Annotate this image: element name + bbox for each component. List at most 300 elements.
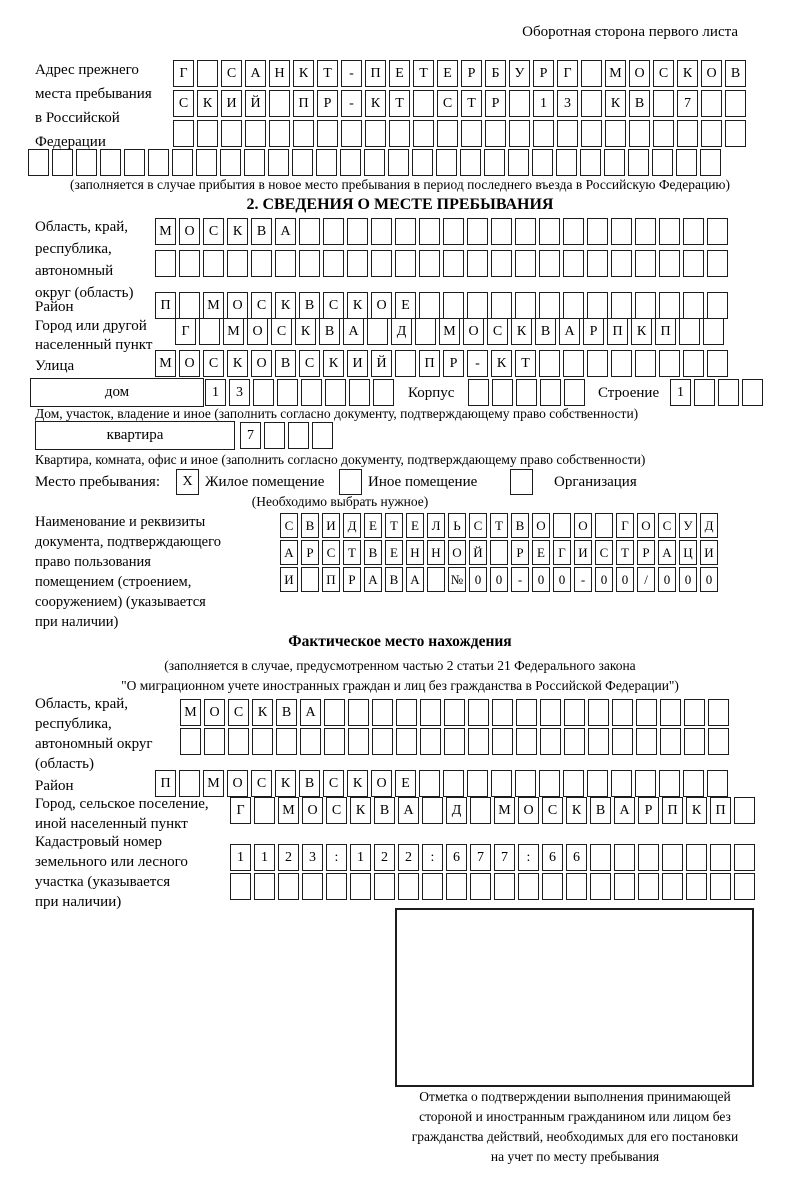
char-box[interactable]: В	[725, 60, 746, 87]
char-box[interactable]	[679, 318, 700, 345]
char-box[interactable]	[326, 873, 347, 900]
char-box[interactable]	[611, 350, 632, 377]
char-box[interactable]	[468, 728, 489, 755]
char-box[interactable]: А	[398, 797, 419, 824]
char-box[interactable]: В	[301, 513, 319, 538]
char-box[interactable]: Р	[461, 60, 482, 87]
char-box[interactable]: Г	[616, 513, 634, 538]
char-box[interactable]	[179, 770, 200, 797]
char-box[interactable]	[245, 120, 266, 147]
char-box[interactable]	[389, 120, 410, 147]
char-box[interactable]	[553, 513, 571, 538]
char-box[interactable]	[100, 149, 121, 176]
char-box[interactable]: О	[637, 513, 655, 538]
char-box[interactable]: О	[371, 292, 392, 319]
char-box[interactable]	[443, 250, 464, 277]
char-box[interactable]: :	[326, 844, 347, 871]
char-box[interactable]: М	[439, 318, 460, 345]
char-box[interactable]	[587, 218, 608, 245]
char-box[interactable]	[467, 250, 488, 277]
char-box[interactable]: Б	[485, 60, 506, 87]
char-box[interactable]: 3	[557, 90, 578, 117]
char-box[interactable]: 6	[446, 844, 467, 871]
char-box[interactable]: В	[511, 513, 529, 538]
char-box[interactable]	[388, 149, 409, 176]
char-box[interactable]: С	[487, 318, 508, 345]
char-box[interactable]: К	[677, 60, 698, 87]
char-box[interactable]: 1	[254, 844, 275, 871]
char-box[interactable]	[173, 120, 194, 147]
char-box[interactable]: Г	[553, 540, 571, 565]
char-box[interactable]	[252, 728, 273, 755]
char-box[interactable]	[197, 60, 218, 87]
char-box[interactable]	[694, 379, 715, 406]
char-box[interactable]: К	[323, 350, 344, 377]
char-box[interactable]: Т	[515, 350, 536, 377]
char-box[interactable]	[230, 873, 251, 900]
char-box[interactable]	[300, 728, 321, 755]
char-box[interactable]: Е	[437, 60, 458, 87]
char-box[interactable]	[197, 120, 218, 147]
char-box[interactable]	[660, 699, 681, 726]
char-box[interactable]: П	[322, 567, 340, 592]
char-box[interactable]: К	[275, 292, 296, 319]
char-box[interactable]	[372, 699, 393, 726]
char-box[interactable]	[539, 350, 560, 377]
char-box[interactable]	[264, 422, 285, 449]
char-box[interactable]	[701, 120, 722, 147]
char-box[interactable]	[683, 770, 704, 797]
char-box[interactable]	[220, 149, 241, 176]
char-box[interactable]: С	[653, 60, 674, 87]
char-box[interactable]: К	[347, 770, 368, 797]
char-box[interactable]	[734, 873, 755, 900]
char-box[interactable]: П	[365, 60, 386, 87]
char-box[interactable]: С	[251, 292, 272, 319]
char-box[interactable]	[317, 120, 338, 147]
char-box[interactable]	[396, 699, 417, 726]
char-box[interactable]: Р	[533, 60, 554, 87]
char-box[interactable]: Т	[385, 513, 403, 538]
char-box[interactable]: М	[203, 770, 224, 797]
char-box[interactable]	[460, 149, 481, 176]
char-box[interactable]	[413, 90, 434, 117]
char-box[interactable]	[516, 699, 537, 726]
char-box[interactable]: Т	[413, 60, 434, 87]
char-box[interactable]: Ь	[448, 513, 466, 538]
char-box[interactable]	[52, 149, 73, 176]
char-box[interactable]	[684, 699, 705, 726]
char-box[interactable]	[467, 770, 488, 797]
char-box[interactable]	[323, 250, 344, 277]
char-box[interactable]: С	[326, 797, 347, 824]
char-box[interactable]: И	[280, 567, 298, 592]
char-box[interactable]	[614, 873, 635, 900]
char-box[interactable]: О	[251, 350, 272, 377]
checkbox-residential[interactable]: X	[176, 469, 199, 495]
char-box[interactable]: В	[299, 770, 320, 797]
char-box[interactable]: К	[252, 699, 273, 726]
char-box[interactable]: И	[347, 350, 368, 377]
char-box[interactable]: 1	[533, 90, 554, 117]
char-box[interactable]	[491, 250, 512, 277]
char-box[interactable]	[595, 513, 613, 538]
char-box[interactable]	[515, 218, 536, 245]
char-box[interactable]: С	[322, 540, 340, 565]
char-box[interactable]: И	[221, 90, 242, 117]
char-box[interactable]	[638, 873, 659, 900]
char-box[interactable]: 2	[398, 844, 419, 871]
char-box[interactable]: К	[295, 318, 316, 345]
char-box[interactable]	[539, 292, 560, 319]
char-box[interactable]	[203, 250, 224, 277]
char-box[interactable]	[422, 873, 443, 900]
char-box[interactable]	[566, 873, 587, 900]
char-box[interactable]: Р	[317, 90, 338, 117]
char-box[interactable]	[563, 350, 584, 377]
char-box[interactable]	[348, 699, 369, 726]
char-box[interactable]	[484, 149, 505, 176]
char-box[interactable]	[611, 292, 632, 319]
char-box[interactable]: А	[275, 218, 296, 245]
char-box[interactable]	[251, 250, 272, 277]
char-box[interactable]: О	[179, 350, 200, 377]
char-box[interactable]	[269, 90, 290, 117]
char-box[interactable]	[292, 149, 313, 176]
char-box[interactable]	[443, 218, 464, 245]
char-box[interactable]	[179, 250, 200, 277]
char-box[interactable]: П	[293, 90, 314, 117]
char-box[interactable]	[443, 292, 464, 319]
char-box[interactable]: М	[494, 797, 515, 824]
char-box[interactable]: 2	[278, 844, 299, 871]
char-box[interactable]	[398, 873, 419, 900]
char-box[interactable]: 1	[670, 379, 691, 406]
char-box[interactable]	[508, 149, 529, 176]
char-box[interactable]: 0	[595, 567, 613, 592]
char-box[interactable]	[172, 149, 193, 176]
char-box[interactable]: П	[155, 770, 176, 797]
char-box[interactable]: К	[631, 318, 652, 345]
char-box[interactable]	[532, 149, 553, 176]
char-box[interactable]	[179, 292, 200, 319]
char-box[interactable]: Е	[364, 513, 382, 538]
char-box[interactable]	[653, 120, 674, 147]
char-box[interactable]	[76, 149, 97, 176]
char-box[interactable]	[268, 149, 289, 176]
char-box[interactable]	[581, 60, 602, 87]
char-box[interactable]	[350, 873, 371, 900]
char-box[interactable]	[707, 218, 728, 245]
char-box[interactable]	[635, 292, 656, 319]
char-box[interactable]: -	[341, 60, 362, 87]
char-box[interactable]	[347, 250, 368, 277]
char-box[interactable]: Н	[269, 60, 290, 87]
char-box[interactable]: К	[365, 90, 386, 117]
char-box[interactable]	[581, 90, 602, 117]
char-box[interactable]	[590, 844, 611, 871]
char-box[interactable]	[588, 728, 609, 755]
char-box[interactable]	[436, 149, 457, 176]
char-box[interactable]: Т	[389, 90, 410, 117]
char-box[interactable]	[684, 728, 705, 755]
char-box[interactable]	[516, 728, 537, 755]
char-box[interactable]: Т	[343, 540, 361, 565]
char-box[interactable]	[420, 728, 441, 755]
char-box[interactable]: П	[419, 350, 440, 377]
char-box[interactable]	[533, 120, 554, 147]
char-box[interactable]	[278, 873, 299, 900]
char-box[interactable]	[707, 292, 728, 319]
char-box[interactable]	[227, 250, 248, 277]
char-box[interactable]: 0	[700, 567, 718, 592]
char-box[interactable]	[563, 218, 584, 245]
char-box[interactable]: М	[155, 218, 176, 245]
char-box[interactable]: Н	[427, 540, 445, 565]
char-box[interactable]	[611, 218, 632, 245]
char-box[interactable]	[683, 350, 704, 377]
char-box[interactable]	[707, 770, 728, 797]
char-box[interactable]: К	[491, 350, 512, 377]
char-box[interactable]	[605, 120, 626, 147]
char-box[interactable]: У	[679, 513, 697, 538]
char-box[interactable]: К	[227, 350, 248, 377]
char-box[interactable]	[490, 540, 508, 565]
char-box[interactable]: Р	[443, 350, 464, 377]
char-box[interactable]	[708, 728, 729, 755]
char-box[interactable]	[415, 318, 436, 345]
char-box[interactable]: К	[227, 218, 248, 245]
char-box[interactable]: Р	[485, 90, 506, 117]
char-box[interactable]: М	[223, 318, 244, 345]
char-box[interactable]	[302, 873, 323, 900]
char-box[interactable]: С	[203, 218, 224, 245]
char-box[interactable]: Р	[583, 318, 604, 345]
char-box[interactable]	[587, 250, 608, 277]
char-box[interactable]: К	[350, 797, 371, 824]
char-box[interactable]: К	[686, 797, 707, 824]
char-box[interactable]: Ц	[679, 540, 697, 565]
char-box[interactable]: /	[637, 567, 655, 592]
char-box[interactable]	[365, 120, 386, 147]
char-box[interactable]	[419, 218, 440, 245]
char-box[interactable]: В	[276, 699, 297, 726]
char-box[interactable]: А	[559, 318, 580, 345]
char-box[interactable]	[277, 379, 298, 406]
char-box[interactable]: К	[347, 292, 368, 319]
char-box[interactable]: С	[323, 292, 344, 319]
char-box[interactable]: Т	[616, 540, 634, 565]
char-box[interactable]: 7	[494, 844, 515, 871]
char-box[interactable]: М	[278, 797, 299, 824]
char-box[interactable]	[614, 844, 635, 871]
char-box[interactable]	[324, 728, 345, 755]
char-box[interactable]: О	[448, 540, 466, 565]
char-box[interactable]	[612, 728, 633, 755]
char-box[interactable]: Й	[245, 90, 266, 117]
char-box[interactable]: :	[422, 844, 443, 871]
char-box[interactable]: 7	[240, 422, 261, 449]
char-box[interactable]	[371, 250, 392, 277]
char-box[interactable]: 0	[553, 567, 571, 592]
char-box[interactable]	[540, 699, 561, 726]
char-box[interactable]	[629, 120, 650, 147]
char-box[interactable]	[563, 250, 584, 277]
char-box[interactable]: Й	[371, 350, 392, 377]
char-box[interactable]: Т	[317, 60, 338, 87]
char-box[interactable]	[371, 218, 392, 245]
char-box[interactable]	[348, 728, 369, 755]
char-box[interactable]: Д	[343, 513, 361, 538]
char-box[interactable]: 0	[679, 567, 697, 592]
char-box[interactable]: О	[227, 292, 248, 319]
char-box[interactable]: О	[701, 60, 722, 87]
char-box[interactable]	[396, 728, 417, 755]
char-box[interactable]	[276, 728, 297, 755]
char-box[interactable]	[269, 120, 290, 147]
char-box[interactable]: Е	[532, 540, 550, 565]
char-box[interactable]: П	[662, 797, 683, 824]
char-box[interactable]: 7	[677, 90, 698, 117]
char-box[interactable]: В	[251, 218, 272, 245]
char-box[interactable]	[467, 292, 488, 319]
char-box[interactable]	[301, 567, 319, 592]
char-box[interactable]: -	[341, 90, 362, 117]
char-box[interactable]: С	[228, 699, 249, 726]
char-box[interactable]	[419, 250, 440, 277]
char-box[interactable]	[395, 350, 416, 377]
char-box[interactable]: М	[180, 699, 201, 726]
char-box[interactable]	[196, 149, 217, 176]
char-box[interactable]: А	[343, 318, 364, 345]
char-box[interactable]: П	[655, 318, 676, 345]
char-box[interactable]	[662, 873, 683, 900]
char-box[interactable]	[563, 292, 584, 319]
char-box[interactable]	[468, 699, 489, 726]
char-box[interactable]	[590, 873, 611, 900]
char-box[interactable]: С	[323, 770, 344, 797]
char-box[interactable]	[155, 250, 176, 277]
char-box[interactable]	[635, 218, 656, 245]
char-box[interactable]	[539, 250, 560, 277]
char-box[interactable]: Т	[490, 513, 508, 538]
char-box[interactable]: Н	[406, 540, 424, 565]
char-box[interactable]: С	[437, 90, 458, 117]
char-box[interactable]	[148, 149, 169, 176]
char-box[interactable]: -	[511, 567, 529, 592]
char-box[interactable]	[28, 149, 49, 176]
char-box[interactable]: С	[595, 540, 613, 565]
char-box[interactable]	[419, 770, 440, 797]
char-box[interactable]	[467, 218, 488, 245]
char-box[interactable]: Р	[638, 797, 659, 824]
char-box[interactable]: О	[302, 797, 323, 824]
char-box[interactable]	[124, 149, 145, 176]
char-box[interactable]	[340, 149, 361, 176]
char-box[interactable]: Т	[461, 90, 482, 117]
char-box[interactable]: 0	[616, 567, 634, 592]
char-box[interactable]	[710, 844, 731, 871]
char-box[interactable]: С	[251, 770, 272, 797]
char-box[interactable]	[556, 149, 577, 176]
char-box[interactable]	[563, 770, 584, 797]
char-box[interactable]	[427, 567, 445, 592]
char-box[interactable]: В	[319, 318, 340, 345]
char-box[interactable]	[515, 292, 536, 319]
char-box[interactable]: О	[532, 513, 550, 538]
char-box[interactable]	[444, 699, 465, 726]
char-box[interactable]	[588, 699, 609, 726]
char-box[interactable]: Р	[301, 540, 319, 565]
char-box[interactable]	[443, 770, 464, 797]
char-box[interactable]	[581, 120, 602, 147]
char-box[interactable]	[374, 873, 395, 900]
char-box[interactable]	[659, 292, 680, 319]
char-box[interactable]: Е	[385, 540, 403, 565]
char-box[interactable]: 6	[566, 844, 587, 871]
char-box[interactable]	[491, 770, 512, 797]
char-box[interactable]	[587, 770, 608, 797]
char-box[interactable]	[420, 699, 441, 726]
char-box[interactable]	[683, 250, 704, 277]
char-box[interactable]: :	[518, 844, 539, 871]
char-box[interactable]: О	[574, 513, 592, 538]
char-box[interactable]: А	[280, 540, 298, 565]
char-box[interactable]	[703, 318, 724, 345]
char-box[interactable]	[470, 873, 491, 900]
char-box[interactable]	[228, 728, 249, 755]
char-box[interactable]	[509, 120, 530, 147]
char-box[interactable]: 0	[658, 567, 676, 592]
char-box[interactable]	[422, 797, 443, 824]
char-box[interactable]	[491, 292, 512, 319]
char-box[interactable]	[349, 379, 370, 406]
char-box[interactable]: К	[293, 60, 314, 87]
char-box[interactable]	[299, 250, 320, 277]
char-box[interactable]	[180, 728, 201, 755]
checkbox-other-premises[interactable]	[339, 469, 362, 495]
char-box[interactable]: №	[448, 567, 466, 592]
char-box[interactable]	[516, 379, 537, 406]
char-box[interactable]	[707, 350, 728, 377]
char-box[interactable]	[539, 770, 560, 797]
char-box[interactable]: В	[385, 567, 403, 592]
char-box[interactable]	[444, 728, 465, 755]
char-box[interactable]	[324, 699, 345, 726]
char-box[interactable]	[635, 770, 656, 797]
char-box[interactable]	[347, 218, 368, 245]
char-box[interactable]: С	[221, 60, 242, 87]
char-box[interactable]: Г	[557, 60, 578, 87]
char-box[interactable]	[372, 728, 393, 755]
char-box[interactable]: -	[467, 350, 488, 377]
char-box[interactable]: С	[542, 797, 563, 824]
char-box[interactable]	[725, 120, 746, 147]
char-box[interactable]: И	[322, 513, 340, 538]
char-box[interactable]: А	[245, 60, 266, 87]
char-box[interactable]: О	[371, 770, 392, 797]
char-box[interactable]	[718, 379, 739, 406]
char-box[interactable]: П	[710, 797, 731, 824]
char-box[interactable]: О	[247, 318, 268, 345]
char-box[interactable]: Г	[173, 60, 194, 87]
char-box[interactable]	[587, 350, 608, 377]
char-box[interactable]	[636, 728, 657, 755]
char-box[interactable]: В	[374, 797, 395, 824]
char-box[interactable]	[413, 120, 434, 147]
char-box[interactable]	[604, 149, 625, 176]
char-box[interactable]: С	[271, 318, 292, 345]
